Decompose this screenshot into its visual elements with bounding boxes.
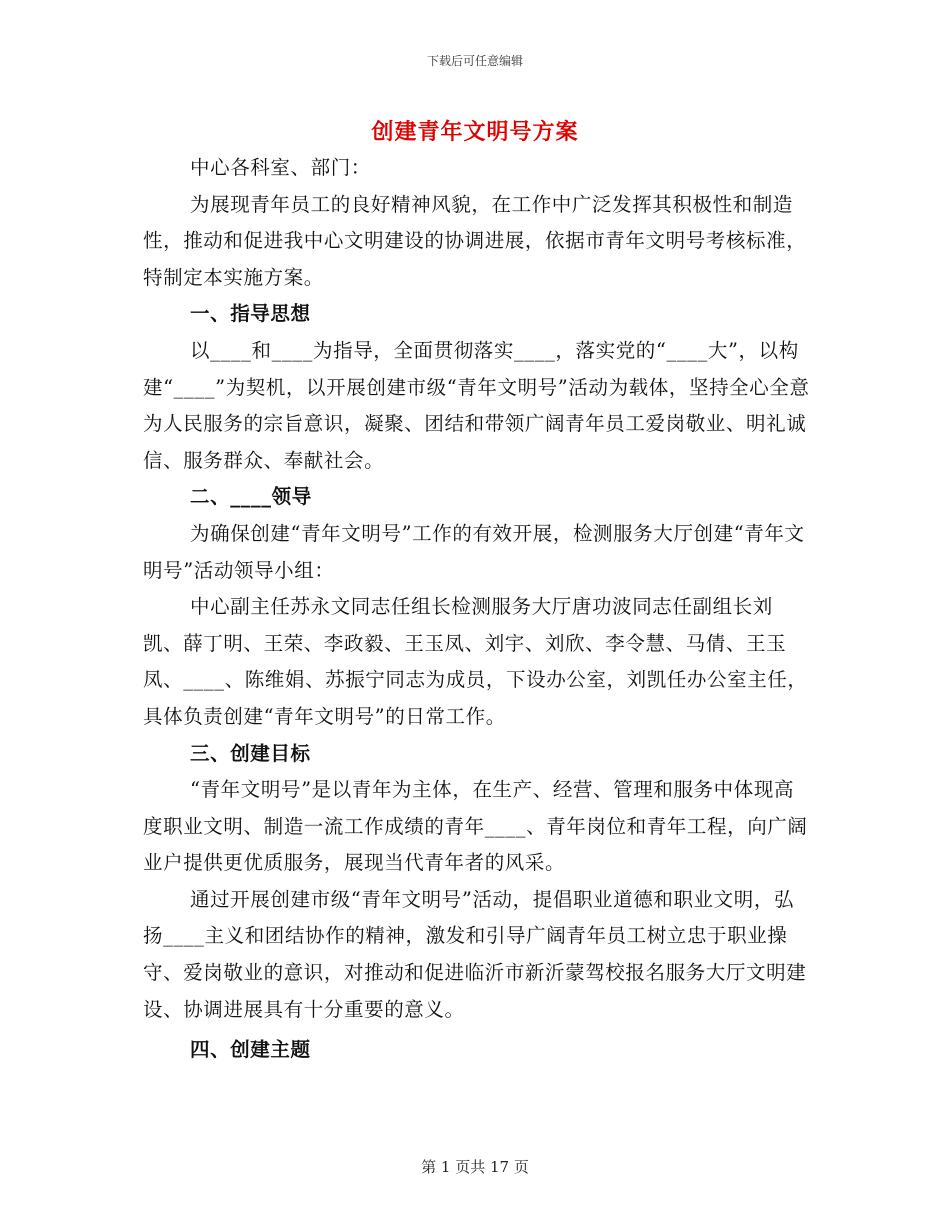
section-2-paragraph-b: 中心副主任苏永文同志任组长检测服务大厅唐功波同志任副组长刘凯、薛丁明、王荣、李政毅、王玉凤、刘宇、刘欣、李令慧、马倩、王玉凤、____、陈维娟、苏振宁同志为成员，下设办公室，刘凯任办公室主任，具体负责创建“青年文明号”的日常工作。 [143,595,808,728]
section-heading-4: 四、创建主题 [190,1038,311,1062]
section-heading-2: 二、____领导 [190,485,312,509]
section-heading-1: 一、指导思想 [190,302,311,326]
section-heading-3: 三、创建目标 [190,741,311,765]
section-3-paragraph-b: 通过开展创建市级“青年文明号”活动，提倡职业道德和职业文明，弘扬____主义和团结协作的精神，激发和引导广阔青年员工树立忠于职业操守、爱岗敬业的意识，对推动和促进临沂市新沂蒙驾校报名服务大厅文明建设、协调进展具有十分重要的意义。 [143,887,807,1021]
document-title: 创建青年文明号方案 [371,119,579,145]
document-body [143,150,811,1069]
salutation: 中心各科室、部门： [190,156,371,179]
intro-paragraph: 为展现青年员工的良好精神风貌，在工作中广泛发挥其积极性和制造性，推动和促进我中心文明建设的协调进展，依据市青年文明号考核标准，特制定本实施方案。 [143,192,807,289]
section-1-paragraph: 以____和____为指导，全面贯彻落实____，落实党的“____大”，以构建“____”为契机，以开展创建市级“青年文明号”活动为载体，坚持全心全意为人民服务的宗旨意识，凝聚、团结和带领广阔青年员工爱岗敬业、明礼诚信、服务群众、奉献社会。 [143,338,810,472]
section-3-paragraph-a: “青年文明号”是以青年为主体，在生产、经营、管理和服务中体现高度职业文明、制造一流工作成绩的青年____、青年岗位和青年工程，向广阔业户提供更优质服务，展现当代青年者的风采。 [143,778,808,875]
page-header: 下载后可任意编辑 [426,54,523,68]
section-2-paragraph-a: 为确保创建“青年文明号”工作的有效开展，检测服务大厅创建“青年文明号”活动领导小组： [143,521,805,582]
page-number: 第 1 页共 17 页 [421,1158,529,1176]
